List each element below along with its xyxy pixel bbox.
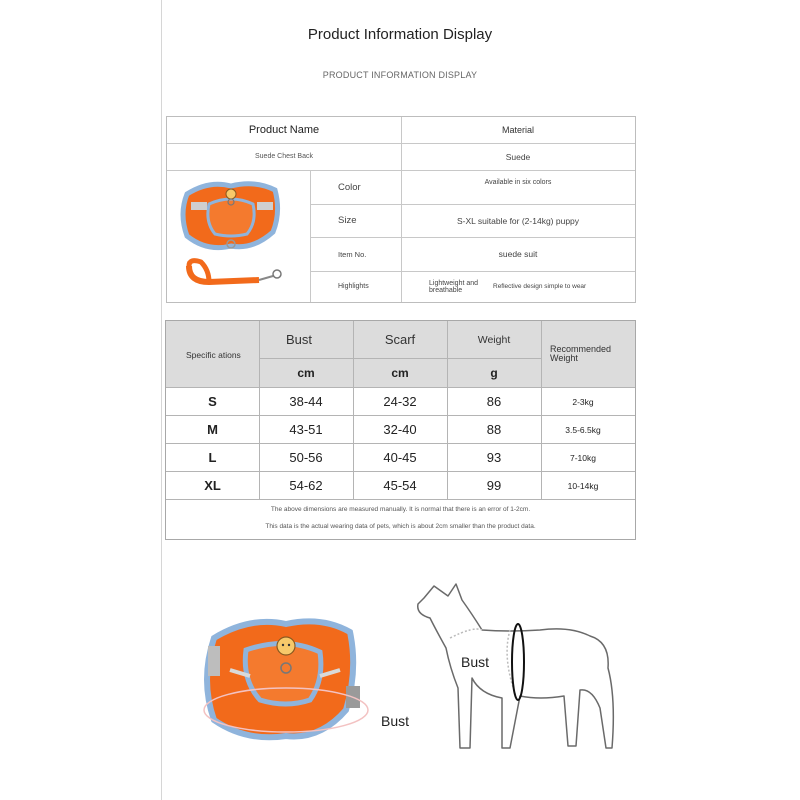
material-header: Material [501,125,534,135]
size-spec-table [165,320,636,540]
highlights-label: Highlights [338,283,369,290]
table-cell-scarf: 45-54 [383,478,417,493]
item-no-label: Item No. [338,249,367,259]
page-subtitle: PRODUCT INFORMATION DISPLAY [322,70,478,80]
table-cell-scarf: 32-40 [383,422,417,437]
product-name-header: Product Name [248,124,320,136]
table-cell-bust: 54-62 [289,478,323,493]
table-cell-bust: 38-44 [289,394,323,409]
col-header-bust: Bust [285,332,312,347]
table-cell-bust: 50-56 [289,450,323,465]
table-cell-weight: 86 [486,394,502,409]
unit-bust: cm [297,366,315,380]
table-row-size: XL [204,478,221,493]
table-cell-bust: 43-51 [289,422,323,437]
table-cell-weight: 99 [486,478,502,493]
grid-line [166,499,635,500]
col-header-weight: Weight [477,333,511,346]
table-cell-scarf: 40-45 [383,450,417,465]
table-row-size: L [208,450,217,465]
color-value: Available in six colors [484,179,552,186]
unit-scarf: cm [391,366,409,380]
product-info-table [166,116,636,303]
harness-and-leash-image [169,172,309,300]
page-title: Product Information Display [307,26,493,43]
material-value: Suede [505,151,531,162]
dog-bust-label: Bust [461,654,490,670]
product-photo [169,172,309,300]
table-cell-weight: 88 [486,422,502,437]
table-cell-recommended: 7-10kg [570,452,596,463]
item-no-value: suede suit [498,249,538,259]
size-label: Size [338,215,357,226]
col-header-specifications: Specific ations [186,349,241,360]
product-name-value: Suede Chest Back [255,153,313,160]
harness-photo [190,610,380,760]
highlights-value-b: Reflective design simple to wear [493,283,587,290]
highlights-value-a: Lightweight and breathable [429,280,479,294]
harness-image [190,610,380,760]
fit-note: This data is the actual wearing data of pets, which is about 2cm smaller than the product data. [265,523,536,530]
table-cell-recommended: 2-3kg [572,396,594,407]
table-cell-weight: 93 [486,450,502,465]
col-header-scarf: Scarf [384,332,416,347]
col-header-recommended-weight: Recommended Weight [550,344,612,363]
size-value: S-XL suitable for (2-14kg) puppy [456,215,580,226]
dog-outline-image [410,578,620,768]
table-row-size: S [208,394,217,409]
harness-bust-label: Bust [381,713,410,729]
color-label: Color [338,181,361,193]
page-left-rule [161,0,162,800]
table-cell-scarf: 24-32 [383,394,417,409]
table-cell-recommended: 10-14kg [567,480,599,491]
table-cell-recommended: 3.5-6.5kg [565,424,601,435]
dog-diagram [410,578,620,768]
measurement-note: The above dimensions are measured manually. It is normal that there is an error of 1-2cm. [270,506,531,513]
table-row-size: M [207,422,218,437]
unit-weight: g [490,366,498,380]
